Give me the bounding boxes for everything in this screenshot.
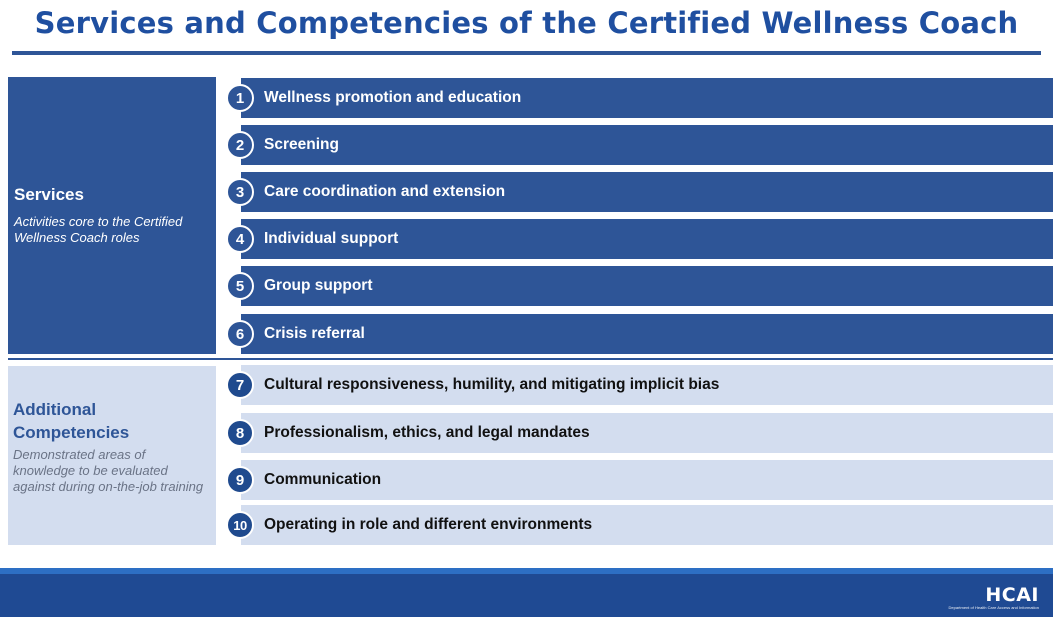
competencies-heading: Additional Competencies bbox=[13, 400, 130, 442]
number-badge-3: 3 bbox=[226, 178, 254, 206]
number-badge-7: 7 bbox=[226, 371, 254, 399]
competency-row-label: Communication bbox=[264, 471, 382, 488]
competency-row-8 bbox=[241, 413, 1053, 453]
number-badge-10: 10 bbox=[226, 511, 254, 539]
service-row-label: Group support bbox=[264, 277, 373, 294]
page-title: Services and Competencies of the Certified Wellness Coach bbox=[34, 6, 1019, 40]
number-badge-6: 6 bbox=[226, 320, 254, 348]
service-row-6 bbox=[241, 314, 1053, 354]
competency-row-label: Professionalism, ethics, and legal mandates bbox=[264, 424, 590, 441]
competency-row-label: Cultural responsiveness, humility, and mitigating implicit bias bbox=[264, 376, 720, 393]
number-badge-2: 2 bbox=[226, 131, 254, 159]
service-row-label: Crisis referral bbox=[264, 325, 365, 342]
competency-row-10 bbox=[241, 505, 1053, 545]
services-section-label bbox=[8, 77, 216, 354]
hcai-logo-mark: HCAI bbox=[985, 584, 1039, 606]
service-row-5 bbox=[241, 266, 1053, 306]
service-row-1 bbox=[241, 78, 1053, 118]
service-row-label: Individual support bbox=[264, 230, 399, 247]
competencies-section-label bbox=[8, 366, 216, 545]
service-row-label: Screening bbox=[264, 136, 339, 153]
service-row-label: Care coordination and extension bbox=[264, 183, 506, 200]
number-badge-4: 4 bbox=[226, 225, 254, 253]
hcai-logo bbox=[949, 585, 1040, 610]
footer-bar bbox=[0, 574, 1053, 617]
services-description: Activities core to the Certified Wellness Coach roles bbox=[14, 214, 183, 245]
number-badge-8: 8 bbox=[226, 419, 254, 447]
competency-row-9 bbox=[241, 460, 1053, 500]
title-underline bbox=[12, 51, 1041, 55]
service-row-3 bbox=[241, 172, 1053, 212]
section-divider bbox=[8, 358, 1053, 360]
service-row-4 bbox=[241, 219, 1053, 259]
number-badge-1: 1 bbox=[226, 84, 254, 112]
services-heading: Services bbox=[14, 185, 84, 204]
number-badge-5: 5 bbox=[226, 272, 254, 300]
competency-row-7 bbox=[241, 365, 1053, 405]
competencies-description: Demonstrated areas of knowledge to be evaluated against during on-the-job training bbox=[13, 447, 204, 494]
hcai-logo-subtext: Department of Health Care Access and Information bbox=[948, 605, 1039, 610]
service-row-2 bbox=[241, 125, 1053, 165]
service-row-label: Wellness promotion and education bbox=[264, 89, 522, 106]
competency-row-label: Operating in role and different environments bbox=[264, 516, 593, 533]
number-badge-9: 9 bbox=[226, 466, 254, 494]
